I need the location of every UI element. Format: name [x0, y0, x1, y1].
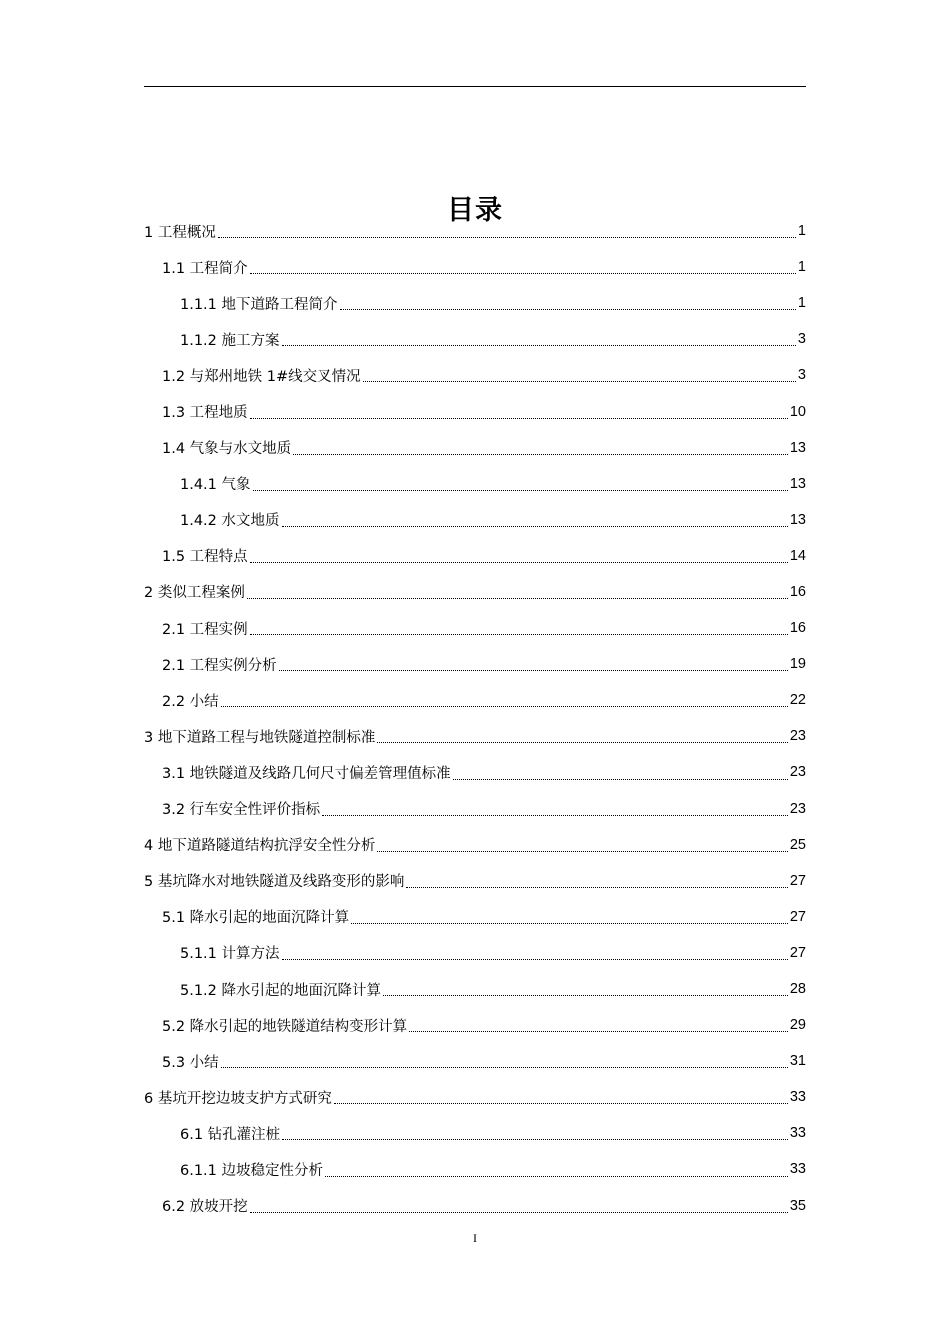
toc-entry-number: 6.2 [162, 1199, 186, 1216]
toc-entry-label [180, 473, 251, 494]
toc-entry[interactable] [144, 863, 806, 899]
toc-entry-page-number: 31 [789, 1053, 806, 1070]
toc-entry[interactable] [144, 213, 806, 249]
toc-entry-text: 工程地质 [189, 405, 248, 422]
toc-entry-text: 工程实例分析 [189, 657, 277, 674]
toc-entry-number: 5.3 [162, 1054, 186, 1071]
table-of-contents [144, 213, 806, 1224]
toc-entry-label [180, 329, 280, 350]
toc-entry-number: 5.2 [162, 1018, 186, 1035]
toc-entry-label [162, 365, 361, 386]
toc-entry-number: 1.1 [162, 260, 186, 277]
toc-entry-number: 1.5 [162, 549, 186, 566]
toc-entry-label [144, 726, 375, 747]
toc-entry-text: 小结 [189, 693, 219, 710]
header-rule [144, 86, 806, 87]
toc-entry-text: 地下道路工程简介 [221, 296, 338, 313]
dot-leader [218, 237, 796, 238]
toc-entry-page-number: 29 [789, 1017, 806, 1034]
toc-entry-text: 计算方法 [221, 946, 280, 963]
dot-leader [221, 706, 788, 707]
dot-leader [334, 1103, 788, 1104]
toc-entry[interactable] [144, 357, 806, 393]
toc-entry-label [162, 906, 349, 927]
toc-entry-text: 基坑开挖边坡支护方式研究 [157, 1090, 332, 1107]
toc-entry[interactable] [144, 754, 806, 790]
page-title: 目录 [447, 195, 503, 227]
page-number: I [473, 1231, 477, 1245]
toc-entry-number: 6.1.1 [180, 1162, 217, 1179]
toc-entry-page-number: 22 [789, 692, 806, 709]
toc-entry-page-number: 33 [789, 1161, 806, 1178]
toc-entry-label [162, 1195, 248, 1216]
toc-entry-text: 放坡开挖 [189, 1199, 248, 1216]
toc-entry-page-number: 33 [789, 1089, 806, 1106]
toc-entry-label [144, 581, 245, 602]
toc-entry-page-number: 25 [789, 836, 806, 853]
dot-leader [247, 598, 788, 599]
toc-entry-page-number: 13 [789, 439, 806, 456]
toc-entry[interactable] [144, 827, 806, 863]
dot-leader [221, 1067, 788, 1068]
toc-entry-page-number: 3 [797, 331, 806, 348]
toc-entry-text: 降水引起的地铁隧道结构变形计算 [189, 1018, 408, 1035]
toc-entry-text: 气象 [221, 477, 251, 494]
toc-entry-label [162, 545, 248, 566]
toc-entry[interactable] [144, 971, 806, 1007]
dot-leader [282, 345, 796, 346]
toc-entry-page-number: 13 [789, 475, 806, 492]
toc-entry-label [180, 509, 280, 530]
dot-leader [250, 273, 796, 274]
toc-entry-number: 1.3 [162, 405, 186, 422]
toc-entry-label [144, 1087, 332, 1108]
toc-entry-number: 1.4.2 [180, 513, 217, 530]
toc-entry-number: 1.1.1 [180, 296, 217, 313]
toc-entry-number: 2.2 [162, 693, 186, 710]
toc-entry[interactable] [144, 430, 806, 466]
toc-entry-text: 工程实例 [189, 621, 248, 638]
dot-leader [325, 1176, 788, 1177]
toc-entry-label [162, 618, 248, 639]
toc-entry-text: 边坡稳定性分析 [221, 1162, 324, 1179]
toc-entry-text: 地下道路工程与地铁隧道控制标准 [157, 729, 376, 746]
toc-entry[interactable] [144, 682, 806, 718]
dot-leader [282, 1139, 788, 1140]
toc-entry-number: 1.4 [162, 441, 186, 458]
toc-entry-text: 地铁隧道及线路几何尺寸偏差管理值标准 [189, 765, 451, 782]
toc-entry[interactable] [144, 466, 806, 502]
toc-entry-label [162, 437, 291, 458]
toc-entry-label [180, 942, 280, 963]
toc-entry-number: 1.1.2 [180, 332, 217, 349]
toc-entry-page-number: 14 [789, 547, 806, 564]
toc-entry[interactable] [144, 1188, 806, 1224]
toc-entry-label [162, 798, 320, 819]
toc-entry-number: 1.4.1 [180, 477, 217, 494]
toc-entry-number: 5.1 [162, 910, 186, 927]
toc-entry-number: 5.1.1 [180, 946, 217, 963]
toc-entry-number: 6.1 [180, 1126, 204, 1143]
toc-entry-page-number: 23 [789, 764, 806, 781]
toc-entry-text: 行车安全性评价指标 [189, 802, 321, 819]
dot-leader [363, 381, 796, 382]
dot-leader [340, 309, 796, 310]
toc-entry-text: 工程概况 [157, 224, 216, 241]
dot-leader [383, 995, 788, 996]
toc-entry-page-number: 16 [789, 620, 806, 637]
toc-entry-text: 工程特点 [189, 549, 248, 566]
toc-entry[interactable] [144, 393, 806, 429]
toc-entry[interactable] [144, 899, 806, 935]
dot-leader [250, 418, 788, 419]
toc-entry-number: 2.1 [162, 657, 186, 674]
toc-entry-number: 4 [144, 838, 154, 855]
toc-entry-page-number: 1 [797, 295, 806, 312]
toc-entry[interactable] [144, 538, 806, 574]
toc-entry-page-number: 10 [789, 403, 806, 420]
dot-leader [406, 887, 788, 888]
toc-entry-label [162, 401, 248, 422]
toc-entry-text: 小结 [189, 1054, 219, 1071]
toc-entry-label [180, 979, 381, 1000]
toc-entry-number: 3.1 [162, 765, 186, 782]
toc-entry-text: 降水引起的地面沉降计算 [221, 982, 382, 999]
toc-entry-number: 3 [144, 729, 154, 746]
toc-entry-number: 3.2 [162, 802, 186, 819]
toc-entry-label [162, 257, 248, 278]
toc-entry[interactable] [144, 321, 806, 357]
toc-entry-label [180, 1159, 323, 1180]
toc-entry-page-number: 23 [789, 800, 806, 817]
toc-entry[interactable] [144, 1115, 806, 1151]
toc-entry-text: 与郑州地铁 1#线交叉情况 [189, 368, 361, 385]
toc-entry-page-number: 16 [789, 583, 806, 600]
toc-entry-page-number: 23 [789, 728, 806, 745]
dot-leader [279, 670, 788, 671]
toc-entry-number: 1.2 [162, 368, 186, 385]
toc-entry-text: 气象与水文地质 [189, 441, 292, 458]
toc-entry-number: 5.1.2 [180, 982, 217, 999]
toc-entry-page-number: 1 [797, 223, 806, 240]
toc-entry[interactable] [144, 285, 806, 321]
toc-entry-number: 1 [144, 224, 154, 241]
toc-entry-text: 工程简介 [189, 260, 248, 277]
toc-entry[interactable] [144, 646, 806, 682]
dot-leader [250, 634, 788, 635]
toc-entry-label [162, 762, 451, 783]
toc-entry-page-number: 28 [789, 981, 806, 998]
dot-leader [250, 1212, 788, 1213]
toc-entry-label [162, 690, 219, 711]
toc-entry-label [162, 654, 277, 675]
toc-entry-text: 基坑降水对地铁隧道及线路变形的影响 [157, 874, 405, 891]
toc-entry-number: 2.1 [162, 621, 186, 638]
toc-entry[interactable] [144, 791, 806, 827]
dot-leader [250, 562, 788, 563]
toc-entry[interactable] [144, 935, 806, 971]
toc-entry-number: 2 [144, 585, 154, 602]
toc-entry[interactable] [144, 610, 806, 646]
dot-leader [253, 490, 788, 491]
toc-entry[interactable] [144, 718, 806, 754]
toc-entry-page-number: 1 [797, 259, 806, 276]
toc-entry-page-number: 13 [789, 511, 806, 528]
toc-entry[interactable] [144, 502, 806, 538]
dot-leader [377, 742, 788, 743]
toc-entry-page-number: 19 [789, 656, 806, 673]
toc-entry[interactable] [144, 1151, 806, 1187]
toc-entry-text: 地下道路隧道结构抗浮安全性分析 [157, 838, 376, 855]
toc-entry-label [162, 1015, 407, 1036]
dot-leader [322, 815, 788, 816]
toc-entry[interactable] [144, 249, 806, 285]
toc-entry-label [180, 1123, 280, 1144]
toc-entry-page-number: 3 [797, 367, 806, 384]
toc-entry-page-number: 27 [789, 944, 806, 961]
toc-entry[interactable] [144, 1007, 806, 1043]
toc-entry-text: 类似工程案例 [157, 585, 245, 602]
toc-entry-page-number: 33 [789, 1125, 806, 1142]
toc-entry-number: 6 [144, 1090, 154, 1107]
toc-entry-label [162, 1051, 219, 1072]
toc-entry[interactable] [144, 1043, 806, 1079]
toc-entry-label [144, 834, 375, 855]
toc-entry-page-number: 27 [789, 872, 806, 889]
dot-leader [351, 923, 788, 924]
dot-leader [293, 454, 788, 455]
toc-entry-page-number: 35 [789, 1197, 806, 1214]
dot-leader [453, 779, 788, 780]
toc-entry-text: 施工方案 [221, 332, 280, 349]
toc-entry-text: 水文地质 [221, 513, 280, 530]
dot-leader [282, 959, 788, 960]
toc-entry[interactable] [144, 1079, 806, 1115]
toc-entry-page-number: 27 [789, 908, 806, 925]
dot-leader [377, 851, 788, 852]
toc-entry-number: 5 [144, 874, 154, 891]
dot-leader [282, 526, 788, 527]
toc-entry-label [144, 221, 216, 242]
toc-entry-text: 降水引起的地面沉降计算 [189, 910, 350, 927]
toc-entry[interactable] [144, 574, 806, 610]
toc-entry-text: 钻孔灌注桩 [207, 1126, 281, 1143]
toc-entry-label [180, 293, 338, 314]
toc-entry-label [144, 870, 404, 891]
dot-leader [409, 1031, 788, 1032]
